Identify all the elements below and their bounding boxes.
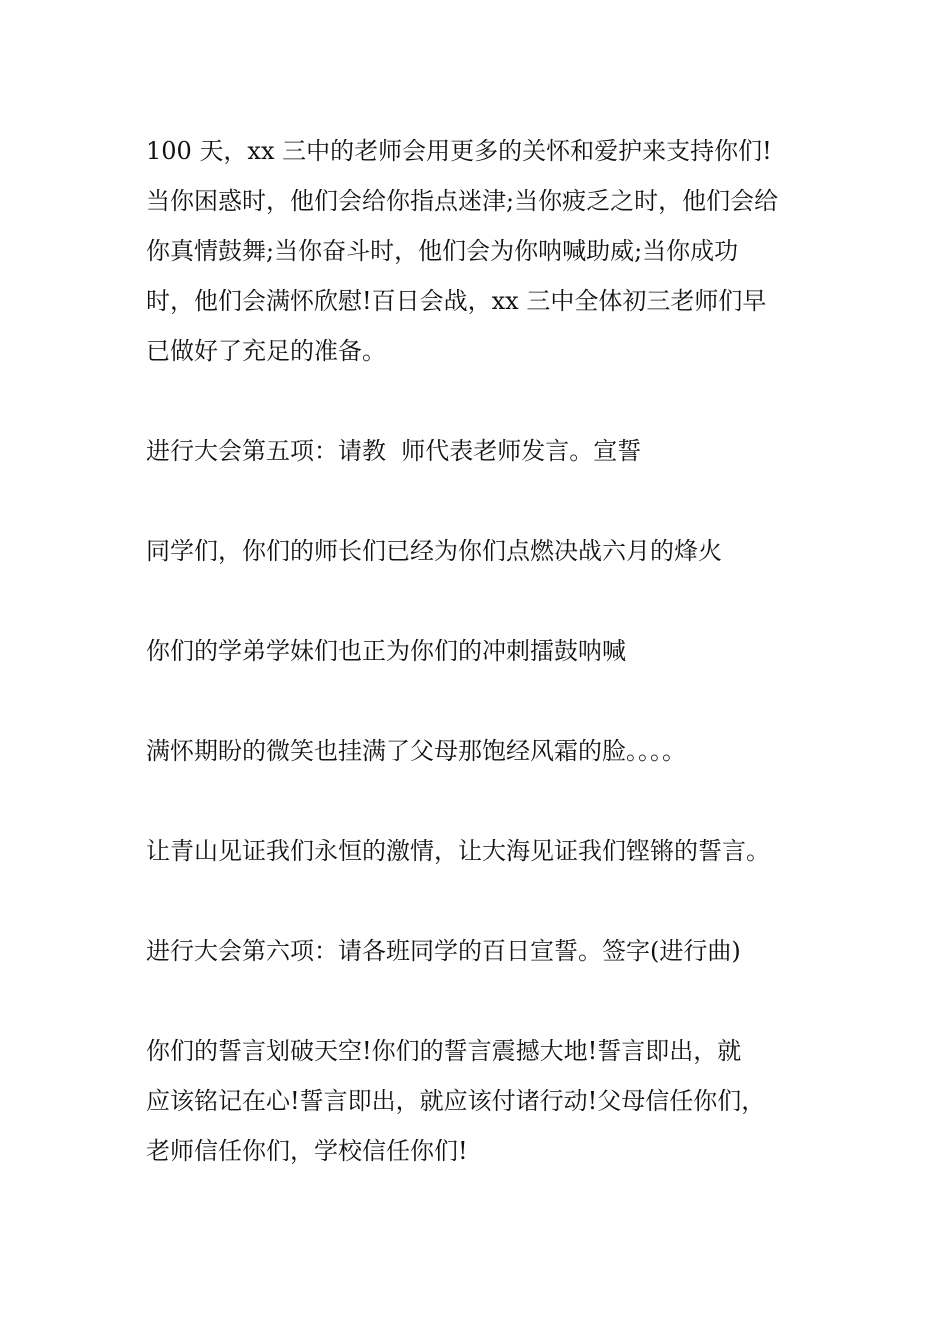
paragraph-agenda-item-5 [146, 426, 836, 476]
text-line: 进行大会第五项：请教 师代表老师发言。宣誓 [146, 437, 642, 465]
text-line: 同学们，你们的师长们已经为你们点燃决战六月的烽火 [146, 537, 722, 565]
paragraph-parents [146, 726, 836, 776]
paragraph-agenda-item-6 [146, 926, 836, 976]
text-line: 已做好了充足的准备。 [146, 337, 386, 365]
text-line: 时，他们会满怀欣慰!百日会战，xx 三中全体初三老师们早 [146, 287, 767, 315]
text-line: 100 天，xx 三中的老师会用更多的关怀和爱护来支持你们! [146, 137, 772, 165]
text-line: 你们的学弟学妹们也正为你们的冲刺擂鼓呐喊 [146, 637, 626, 665]
paragraph-witness [146, 826, 836, 876]
paragraph-classmates [146, 526, 836, 576]
paragraph-teachers-support [146, 126, 836, 376]
text-line: 应该铭记在心!誓言即出，就应该付诸行动!父母信任你们， [146, 1087, 766, 1115]
text-line: 你们的誓言划破天空!你们的誓言震撼大地!誓言即出，就 [146, 1037, 742, 1065]
text-line: 当你困惑时，他们会给你指点迷津;当你疲乏之时，他们会给 [146, 187, 779, 215]
text-line: 进行大会第六项：请各班同学的百日宣誓。签字(进行曲) [146, 937, 741, 965]
text-line: 让青山见证我们永恒的激情，让大海见证我们铿锵的誓言。 [146, 837, 770, 865]
paragraph-juniors [146, 626, 836, 676]
paragraph-oath [146, 1026, 836, 1176]
text-line: 你真情鼓舞;当你奋斗时，他们会为你呐喊助威;当你成功 [146, 237, 739, 265]
text-line: 满怀期盼的微笑也挂满了父母那饱经风霜的脸。。。。 [146, 737, 686, 765]
text-line: 老师信任你们，学校信任你们! [146, 1137, 468, 1165]
document-body [146, 126, 836, 1226]
